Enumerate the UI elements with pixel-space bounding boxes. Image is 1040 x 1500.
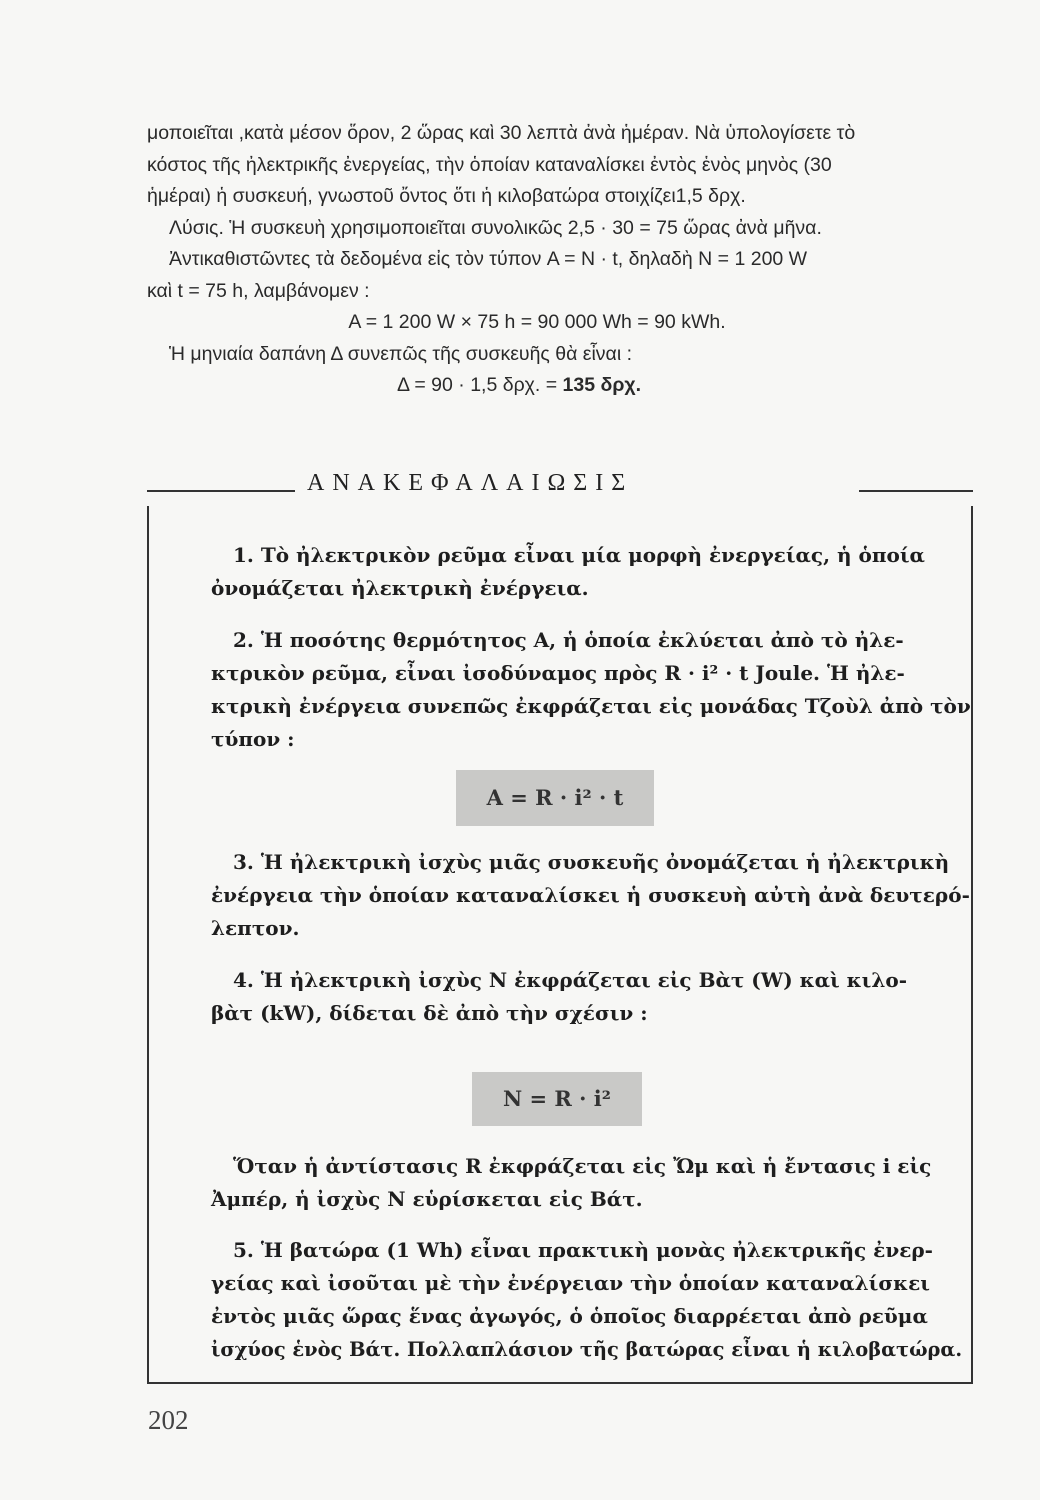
item-line: ἐνέργεια τὴν ὁποίαν καταναλίσκει ἡ συσκευὴ αὐτὴ ἀνὰ δευτερό- bbox=[211, 883, 970, 907]
item-line: λεπτον. bbox=[211, 916, 300, 940]
energy-formula-box: A = R · i² · t bbox=[456, 770, 654, 826]
summary-item-2 bbox=[211, 624, 971, 756]
cost-formula bbox=[147, 370, 967, 402]
summary-item-3 bbox=[211, 846, 970, 945]
summary-box bbox=[147, 506, 973, 1384]
solution-line bbox=[147, 213, 967, 245]
solution-label: Λύσις. bbox=[169, 216, 224, 239]
example-line: κόστος τῆς ἠλεκτρικῆς ἐνεργείας, τὴν ὁποίαν καταναλίσκει ἐντὸς ἑνὸς μηνὸς (30 bbox=[147, 153, 832, 176]
summary-item-4-note bbox=[211, 1150, 939, 1216]
item-line: κτρικὸν ρεῦμα, εἶναι ἰσοδύναμος πρὸς R · i² · t Joule. Ἡ ἠλε- bbox=[211, 661, 905, 685]
substitution-line: Ἀντικαθιστῶντες τὰ δεδομένα εἰς τὸν τύπον A = N · t, δηλαδὴ N = 1 200 W bbox=[169, 248, 808, 270]
cost-formula-result: 135 δρχ. bbox=[562, 374, 642, 396]
heading-rule-right bbox=[859, 490, 973, 492]
heading-rule-left bbox=[147, 490, 295, 492]
worked-example bbox=[147, 118, 967, 402]
item-line: 1. Τὸ ἠλεκτρικὸν ρεῦμα εἶναι μία μορφὴ ἐνεργείας, ἡ ὁποία bbox=[233, 543, 925, 567]
item-line: τύπον : bbox=[211, 727, 295, 751]
item-line: γείας καὶ ἰσοῦται μὲ τὴν ἐνέργειαν τὴν ὁποίαν καταναλίσκει bbox=[211, 1271, 930, 1295]
example-line: μοποιεῖται ,κατὰ μέσον ὅρον, 2 ὥρας καὶ 30 λεπτὰ ἀνὰ ἡμέραν. Νὰ ὑπολογίσετε τὸ bbox=[147, 122, 856, 144]
page-number: 202 bbox=[148, 1405, 189, 1435]
substitution-line: καὶ t = 75 h, λαμβάνομεν : bbox=[147, 279, 370, 302]
item-line: 4. Ἡ ἠλεκτρικὴ ἰσχὺς N ἐκφράζεται εἰς Βὰτ (W) καὶ κιλο- bbox=[233, 968, 907, 992]
item-line: Ὅταν ἡ ἀντίστασις R ἐκφράζεται εἰς Ὤμ καὶ ἡ ἔντασις i εἰς bbox=[233, 1154, 932, 1178]
energy-formula: A = 1 200 W × 75 h = 90 000 Wh = 90 kWh. bbox=[348, 311, 726, 333]
item-line: 2. Ἡ ποσότης θερμότητος A, ἡ ὁποία ἐκλύεται ἀπὸ τὸ ἠλε- bbox=[233, 628, 904, 652]
summary-heading bbox=[147, 470, 973, 510]
example-line: ἡμέραι) ἡ συσκευή, γνωστοῦ ὄντος ὅτι ἡ κιλοβατώρα στοιχίζει1,5 δρχ. bbox=[147, 185, 746, 207]
cost-formula-prefix: Δ = 90 · 1,5 δρχ. = bbox=[397, 374, 563, 396]
item-line: 3. Ἡ ἠλεκτρικὴ ἰσχὺς μιᾶς συσκευῆς ὀνομάζεται ἡ ἠλεκτρικὴ bbox=[233, 850, 950, 874]
item-line: κτρικὴ ἐνέργεια συνεπῶς ἐκφράζεται εἰς μονάδας Τζοὺλ ἀπὸ τὸν bbox=[211, 694, 971, 718]
item-line: 5. Ἡ βατώρα (1 Wh) εἶναι πρακτικὴ μονὰς ἠλεκτρικῆς ἐνερ- bbox=[233, 1238, 933, 1262]
summary-item-1 bbox=[211, 539, 939, 605]
solution-text: Ἡ συσκευὴ χρησιμοποιεῖται συνολικῶς 2,5 · 30 = 75 ὥρας ἀνὰ μῆνα. bbox=[229, 216, 822, 239]
summary-item-5 bbox=[211, 1234, 963, 1366]
summary-item-4 bbox=[211, 964, 939, 1030]
item-line: ἐντὸς μιᾶς ὥρας ἕνας ἀγωγός, ὁ ὁποῖος διαρρέεται ἀπὸ ρεῦμα bbox=[211, 1304, 928, 1328]
item-line: ἰσχύος ἑνὸς Βάτ. Πολλαπλάσιον τῆς βατώρας εἶναι ἡ κιλοβατώρα. bbox=[211, 1338, 963, 1361]
summary-title: ΑΝΑΚΕΦΑΛΑΙΩΣΙΣ bbox=[307, 470, 634, 496]
item-line: Ἀμπέρ, ἡ ἰσχὺς N εὑρίσκεται εἰς Βάτ. bbox=[211, 1187, 643, 1211]
item-line: ὀνομάζεται ἠλεκτρικὴ ἐνέργεια. bbox=[211, 576, 589, 600]
item-line: βὰτ (kW), δίδεται δὲ ἀπὸ τὴν σχέσιν : bbox=[211, 1001, 648, 1025]
monthly-cost-text: Ἡ μηνιαία δαπάνη Δ συνεπῶς τῆς συσκευῆς θὰ εἶναι : bbox=[169, 342, 633, 365]
power-formula-box: N = R · i² bbox=[472, 1072, 642, 1126]
